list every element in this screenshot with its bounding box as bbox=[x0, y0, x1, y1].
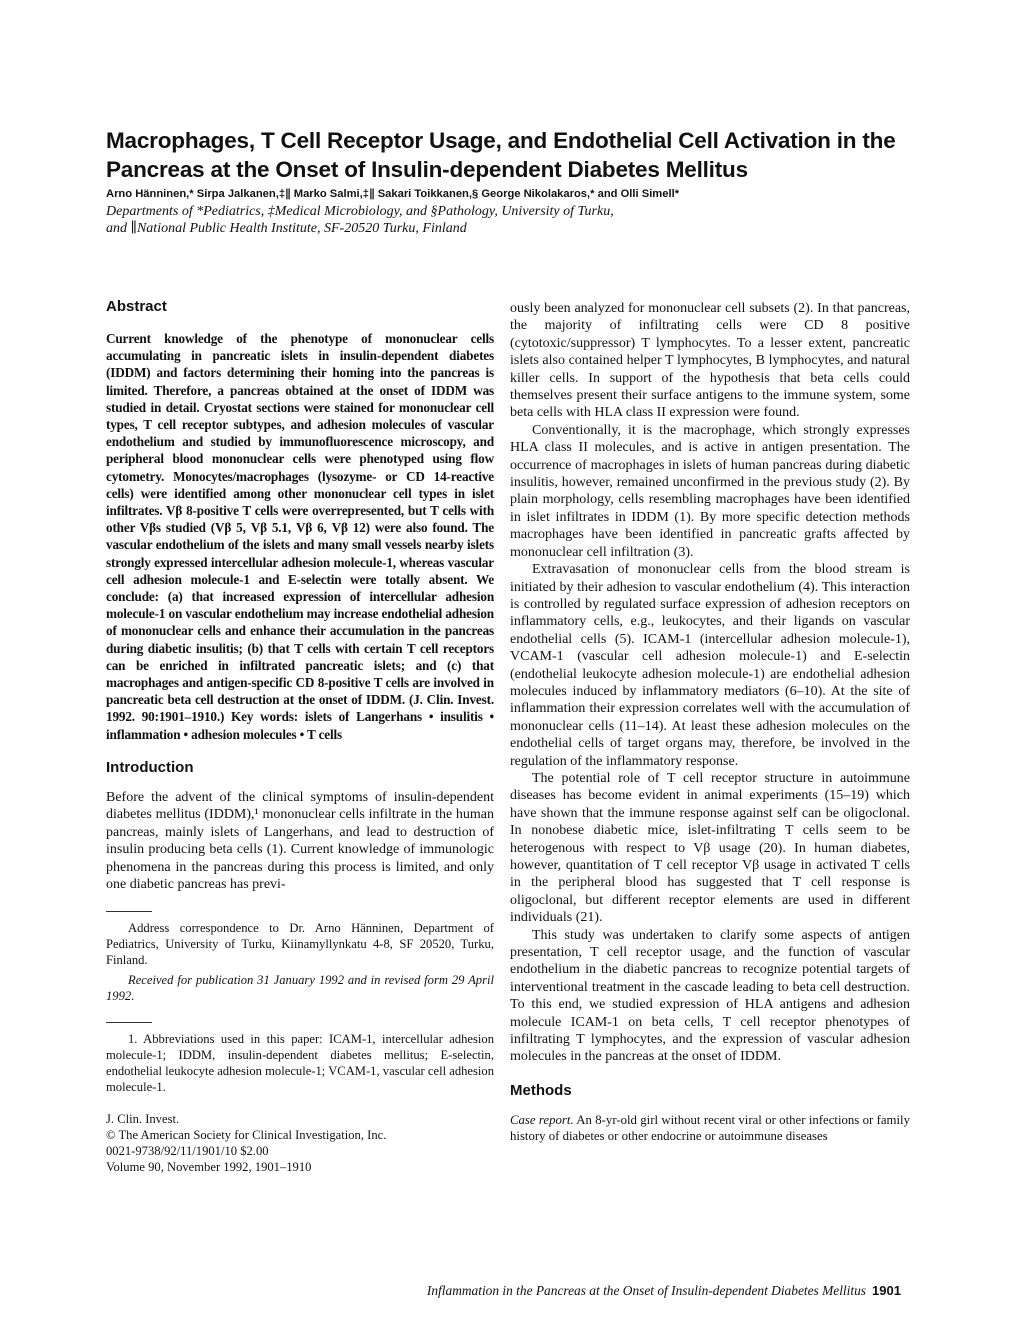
abstract-heading: Abstract bbox=[106, 298, 167, 315]
footnote-divider bbox=[106, 911, 152, 912]
intro-paragraph-study-aim: This study was undertaken to clarify some aspects of antigen presentation, T cell receptor usage, and the function of vascular endothelium in the diabetic pancreas to recognize potential targets of interventional treatment in the cascade leading to beta cell destruction. To this end, we studied expression of HLA antigens and adhesion molecule ICAM-1 on beta cells, T cell receptor phenotypes of infiltrating T lymphocytes, and the expression of vascular adhesion molecules in the pancreas at the onset of IDDM. bbox=[510, 927, 910, 1065]
case-report-text bbox=[510, 1112, 910, 1145]
abbreviations-footnote: 1. Abbreviations used in this paper: ICAM-1, intercellular adhesion molecule-1; IDDM, insulin-dependent diabetes mellitus; E-selectin, endothelial leukocyte adhesion molecule-1; VCAM-1, vascular cell adhesion molecule-1. bbox=[106, 1032, 494, 1095]
page-number: 1901 bbox=[872, 1283, 901, 1298]
intro-paragraph-macrophage: Conventionally, it is the macrophage, which strongly expresses HLA class II molecules, and is active in antigen presentation. The occurrence of macrophages in islets of human pancreas during diabetic insulitis, however, remained unconfirmed in the previous study (2). By plain morphology, cells resembling macrophages have been identified in islet infiltrates in IDDM (1). By more specific detection methods macrophages have been identified in pancreatic grafts affected by mononuclear cell infiltration (3). bbox=[510, 422, 910, 560]
footnote-divider-2 bbox=[106, 1022, 152, 1023]
affiliations bbox=[106, 203, 906, 237]
journal-info bbox=[106, 1111, 494, 1175]
journal-info-line: 0021-9738/92/11/1901/10 $2.00 bbox=[106, 1144, 269, 1159]
journal-info-line: J. Clin. Invest. bbox=[106, 1112, 180, 1127]
received-note: Received for publication 31 January 1992 and in revised form 29 April 1992. bbox=[106, 973, 494, 1004]
methods-heading: Methods bbox=[510, 1081, 572, 1099]
intro-paragraph-tcell-receptor: The potential role of T cell receptor structure in autoimmune diseases has become evident in animal experiments (15–19) which have shown that the immune response against self can be oligoclonal. In nonobese diabetic mice, islet-infiltrating T cells seem to be heterogenous with respect to Vβ usage (20). In human diabetes, however, quantitation of T cell receptor Vβ usage in activated T cells in the peripheral blood has suggested that T cell response is oligoclonal, but different receptor elements are used in different individuals (21). bbox=[510, 770, 910, 926]
left-column bbox=[106, 298, 494, 1175]
author-list: Arno Hänninen,* Sirpa Jalkanen,‡∥ Marko Salmi,‡∥ Sakari Toikkanen,§ George Nikolakaros,* and Olli Simell* bbox=[106, 188, 680, 200]
case-report-body: An 8-yr-old girl without recent viral or other infections or family history of diabetes or other endocrine or autoimmune diseases bbox=[510, 1112, 911, 1144]
correspondence-note: Address correspondence to Dr. Arno Hänninen, Department of Pediatrics, University of Turku, Kiinamyllynkatu 4-8, SF 20520, Turku, Finland. bbox=[106, 921, 494, 968]
case-report-label: Case report. bbox=[510, 1112, 574, 1127]
journal-info-line: © The American Society for Clinical Investigation, Inc. bbox=[106, 1128, 387, 1143]
intro-paragraph-extravasation: Extravasation of mononuclear cells from the blood stream is initiated by their adhesion to vascular endothelium (4). This interaction is controlled by regulated surface expression of adhesion receptors on inflammatory cells, e.g., leukocytes, and their ligands on vascular endothelial cells (5). ICAM-1 (intercellular adhesion molecule-1), VCAM-1 (vascular cell adhesion molecule-1) and E-selectin (endothelial leukocyte adhesion molecule-1) are endothelial adhesion molecules induced by inflammatory mediators (6–10). At the site of inflammation their expression correlates well with the accumulation of mononuclear cells (11–14). At least these adhesion molecules on the endothelial cells of target organs may, therefore, be involved in the regulation of the inflammatory response. bbox=[510, 562, 910, 769]
intro-paragraph-continued: ously been analyzed for mononuclear cell subsets (2). In that pancreas, the majority of infiltrating cells were CD 8 positive (cytotoxic/suppressor) T lymphocytes. To a lesser extent, pancreatic islets also contained helper T lymphocytes, B lymphocytes, and natural killer cells. In support of the hypothesis that beta cells could themselves present their surface antigens to the immune system, some beta cells with HLA class II expression were found. bbox=[510, 301, 910, 421]
journal-info-line: Volume 90, November 1992, 1901–1910 bbox=[106, 1160, 312, 1175]
article-title: Macrophages, T Cell Receptor Usage, and Endothelial Cell Activation in the Pancreas at the Onset of Insulin-dependent Diabetes Mellitus bbox=[106, 128, 896, 182]
running-title: Inflammation in the Pancreas at the Onset of Insulin-dependent Diabetes Mellitus bbox=[426, 1283, 866, 1298]
right-column bbox=[510, 300, 910, 1158]
affiliation-line-1: Departments of *Pediatrics, ‡Medical Microbiology, and §Pathology, University of Turku, bbox=[106, 204, 614, 219]
affiliation-line-2: and ∥National Public Health Institute, SF-20520 Turku, Finland bbox=[106, 221, 467, 236]
introduction-text: Before the advent of the clinical symptoms of insulin-dependent diabetes mellitus (IDDM),¹ mononuclear cells infiltrate in the human pancreas, mainly islets of Langerhans, and lead to destruction of insulin producing beta cells (1). Current knowledge of immunologic phenomena in the pancreas during this process is limited, and only one diabetic pancreas has previ- bbox=[106, 789, 494, 892]
abstract-text: Current knowledge of the phenotype of mononuclear cells accumulating in pancreatic islets in insulin-dependent diabetes (IDDM) and factors determining their homing into the pancreas is limited. Therefore, a pancreas obtained at the onset of IDDM was studied in detail. Cryostat sections were stained for mononuclear cell types, T cell receptor subtypes, and adhesion molecules of vascular endothelium and studied by immunofluorescence microscopy, and peripheral blood mononuclear cells were phenotyped using flow cytometry. Monocytes/macrophages (lysozyme- or CD 14-reactive cells) were identified among other mononuclear cell types in islet infiltrates. Vβ 8-positive T cells were overrepresented, but T cells with other Vβs studied (Vβ 5, Vβ 5.1, Vβ 6, Vβ 12) were also found. The vascular endothelium of the islets and many small vessels nearby islets strongly expressed intercellular adhesion molecule-1, whereas vascular cell adhesion molecule-1 and E-selectin were totally absent. We conclude: (a) that increased expression of intercellular adhesion molecule-1 on vascular endothelium may increase endothelial adhesion of mononuclear cells and enhance their accumulation in the pancreas during diabetic insulitis; (b) that T cells with certain T cell receptors can be enriched in infiltrated pancreatic islets; and (c) that macrophages and antigen-specific CD 8-positive T cells are involved in pancreatic beta cell destruction at the onset of IDDM. (J. Clin. Invest. 1992. 90:1901–1910.) Key words: islets of Langerhans • insulitis • inflammation • adhesion molecules • T cells bbox=[106, 331, 494, 742]
introduction-heading: Introduction bbox=[106, 758, 194, 776]
